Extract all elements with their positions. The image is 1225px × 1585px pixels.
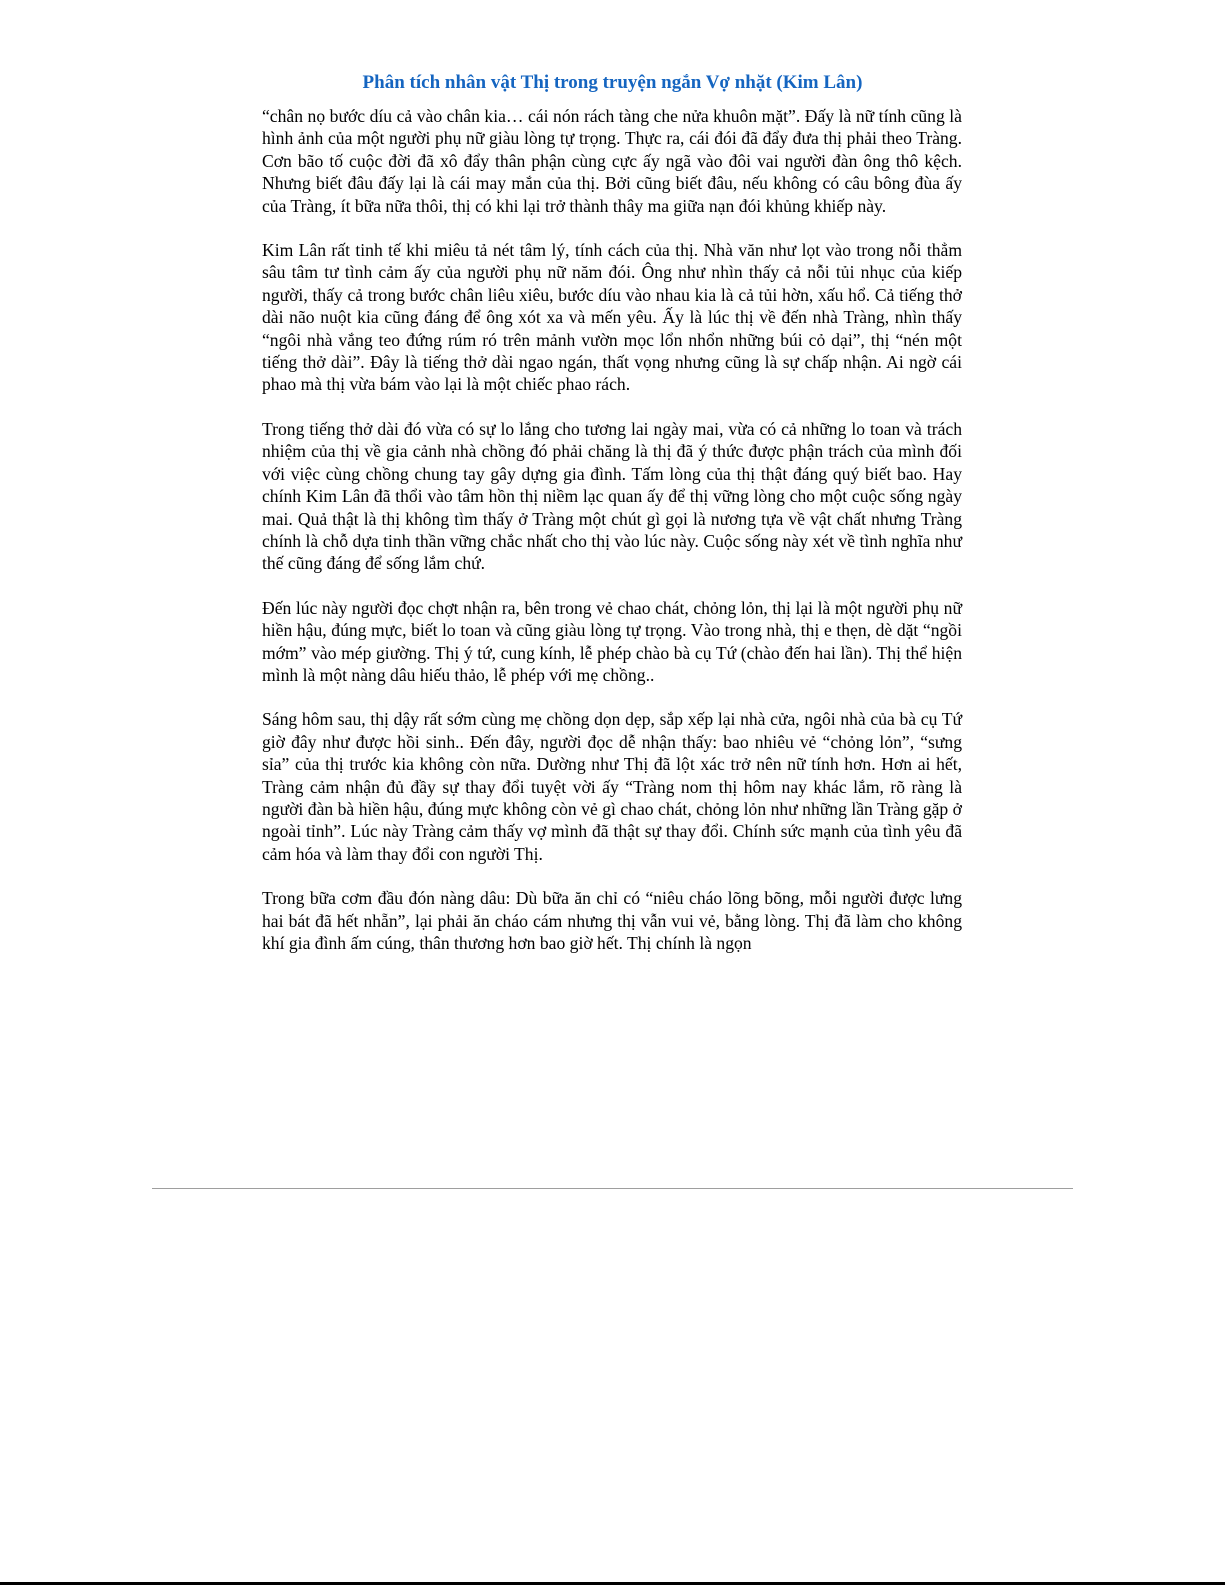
paragraph-3: Trong tiếng thở dài đó vừa có sự lo lắng cho tương lai ngày mai, vừa có cả những lo toan và trách nhiệm của thị về gia cảnh nhà chồng đó phải chăng là thị đã ý thức được phận trách của mình đối với việc cùng chồng chung tay gây dựng gia đình. Tấm lòng của thị thật đáng quý biết bao. Hay chính Kim Lân đã thổi vào tâm hồn thị niềm lạc quan ấy để thị vững lòng cho một cuộc sống ngày mai. Quả thật là thị không tìm thấy ở Tràng một chút gì gọi là nương tựa về vật chất nhưng Tràng chính là chỗ dựa tinh thần vững chắc nhất cho thị vào lúc này. Cuộc sống này xét về tình nghĩa như thế cũng đáng để sống lắm chứ. (262, 418, 962, 574)
page-footer-divider (152, 1188, 1073, 1189)
paragraph-5: Sáng hôm sau, thị dậy rất sớm cùng mẹ chồng dọn dẹp, sắp xếp lại nhà cửa, ngôi nhà của bà cụ Tứ giờ đây như được hồi sinh.. Đến đây, người đọc dễ nhận thấy: bao nhiêu vẻ “chỏng lỏn”, “sưng sỉa” của thị trước kia không còn nữa. Dường như Thị đã lột xác trở nên nữ tính hơn. Hơn ai hết, Tràng cảm nhận đủ đầy sự thay đổi tuyệt vời ấy “Tràng nom thị hôm nay khác lắm, rõ ràng là người đàn bà hiền hậu, đúng mực không còn vẻ gì chao chát, chỏng lỏn như những lần Tràng gặp ở ngoài tỉnh”. Lúc này Tràng cảm thấy vợ mình đã thật sự thay đổi. Chính sức mạnh của tình yêu đã cảm hóa và làm thay đổi con người Thị. (262, 709, 962, 864)
page-title: Phân tích nhân vật Thị trong truyện ngắn Vợ nhặt (Kim Lân) (362, 72, 863, 93)
paragraph-1: “chân nọ bước díu cả vào chân kia… cái nón rách tàng che nửa khuôn mặt”. Đấy là nữ tính cũng là hình ảnh của một người phụ nữ giàu lòng tự trọng. Thực ra, cái đói đã đẩy đưa thị phải theo Tràng. Cơn bão tố cuộc đời đã xô đẩy thân phận cùng cực ấy ngã vào đôi vai người đàn ông thô kệch. Nhưng biết đâu đấy lại là cái may mắn của thị. Bởi cũng biết đâu, nếu không có câu bông đùa ấy của Tràng, ít bữa nữa thôi, thị có khi lại trở thành thây ma giữa nạn đói khủng khiếp này. (262, 106, 962, 216)
paragraph-6: Trong bữa cơm đầu đón nàng dâu: Dù bữa ăn chỉ có “niêu cháo lõng bõng, mỗi người được lưng hai bát đã hết nhẵn”, lại phải ăn cháo cám nhưng thị vẫn vui vẻ, bằng lòng. Thị đã làm cho không khí gia đình ấm cúng, thân thương hơn bao giờ hết. Thị chính là ngọn (262, 888, 962, 953)
document-body (262, 105, 962, 976)
paragraph-2: Kim Lân rất tinh tế khi miêu tả nét tâm lý, tính cách của thị. Nhà văn như lọt vào trong nỗi thẳm sâu tâm tư tình cảm ấy của người phụ nữ năm đói. Ông như nhìn thấy cả nỗi tủi nhục của kiếp người, thấy cả trong bước chân liêu xiêu, bước díu vào nhau kia là cả tủi hờn, xấu hổ. Cả tiếng thở dài não nuột kia cũng đáng để ông xót xa và mến yêu. Ấy là lúc thị về đến nhà Tràng, nhìn thấy “ngôi nhà vắng teo đứng rúm ró trên mảnh vườn mọc lổn nhổn những búi cỏ dại”, thị “nén một tiếng thở dài”. Đây là tiếng thở dài ngao ngán, thất vọng nhưng cũng là sự chấp nhận. Ai ngờ cái phao mà thị vừa bám vào lại là một chiếc phao rách. (262, 240, 962, 395)
paragraph-4: Đến lúc này người đọc chợt nhận ra, bên trong vẻ chao chát, chỏng lỏn, thị lại là một người phụ nữ hiền hậu, đúng mực, biết lo toan và cũng giàu lòng tự trọng. Vào trong nhà, thị e thẹn, dè dặt “ngồi mớm” vào mép giường. Thị ý tứ, cung kính, lễ phép chào bà cụ Tứ (chào đến hai lần). Thị thể hiện mình là một nàng dâu hiếu thảo, lễ phép với mẹ chồng.. (262, 597, 962, 685)
